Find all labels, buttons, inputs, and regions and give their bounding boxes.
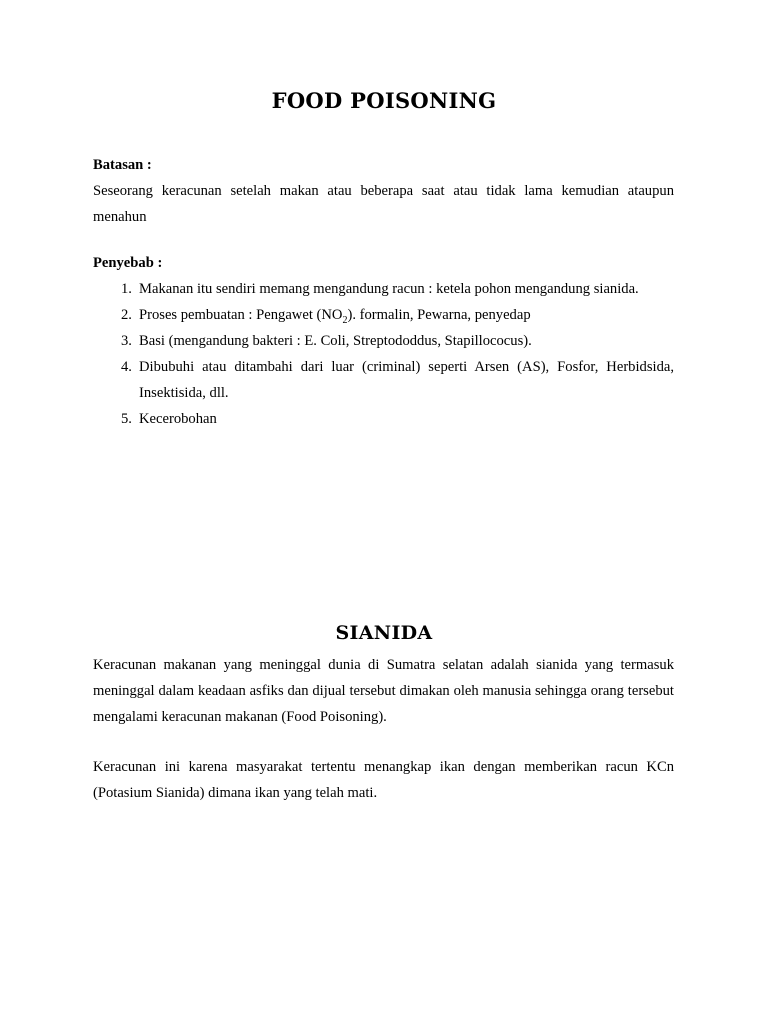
subscript: 2 xyxy=(342,314,348,326)
section-title-sianida: SIANIDA xyxy=(335,622,433,644)
list-text-pre: Proses pembuatan : Pengawet (NO xyxy=(139,307,343,323)
list-item xyxy=(93,354,674,406)
penyebab-label: Penyebab : xyxy=(93,255,163,271)
list-item xyxy=(93,328,674,354)
list-number: 2. xyxy=(121,307,132,323)
batasan-label: Batasan : xyxy=(93,157,152,173)
list-number: 1. xyxy=(121,281,132,297)
list-text: Makanan itu sendiri memang mengandung racun : ketela pohon mengandung sianida. xyxy=(139,281,639,297)
page-title: FOOD POISONING xyxy=(271,88,497,113)
list-number: 5. xyxy=(121,411,132,427)
list-item xyxy=(93,276,674,302)
list-item xyxy=(93,302,674,328)
sianida-paragraph-2: Keracunan ini karena masyarakat tertentu menangkap ikan dengan memberikan racun KCn (Potasium Sianida) dimana ikan yang telah mati. xyxy=(93,759,674,801)
list-number: 4. xyxy=(121,359,132,375)
list-text: Kecerobohan xyxy=(139,411,217,427)
penyebab-list xyxy=(93,276,674,432)
list-item xyxy=(93,406,674,432)
sianida-paragraph-1: Keracunan makanan yang meninggal dunia di Sumatra selatan adalah sianida yang termasuk meninggal dalam keadaan asfiks dan dijual tersebut dimakan oleh manusia sehingga orang tersebut mengalami keracunan makanan (Food Poisoning). xyxy=(93,657,674,725)
list-number: 3. xyxy=(121,333,132,349)
list-text: Basi (mengandung bakteri : E. Coli, Streptododdus, Stapillococus). xyxy=(139,333,532,349)
list-text-post: ). formalin, Pewarna, penyedap xyxy=(347,307,531,323)
list-text: Dibubuhi atau ditambahi dari luar (criminal) seperti Arsen (AS), Fosfor, Herbidsida, Insektisida, dll. xyxy=(139,359,674,401)
batasan-text: Seseorang keracunan setelah makan atau beberapa saat atau tidak lama kemudian ataupun menahun xyxy=(93,183,674,225)
